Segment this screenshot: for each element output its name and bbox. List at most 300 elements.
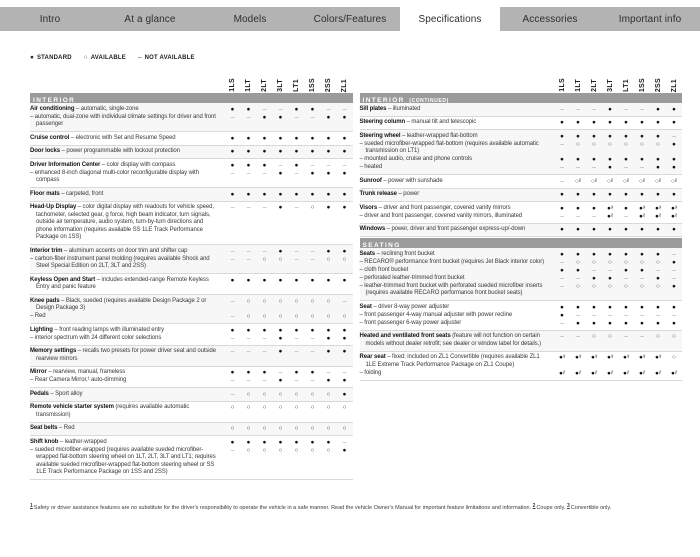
feature-text	[360, 312, 555, 320]
availability-cell: ●	[310, 148, 315, 155]
availability-cell: ●	[560, 226, 564, 233]
availability-cell: –	[230, 297, 235, 305]
feature-text	[360, 141, 555, 156]
trim-label: 3LT	[606, 79, 614, 92]
spec-row	[30, 439, 353, 447]
availability-cell: ●	[576, 319, 580, 327]
availability-cell: –	[326, 161, 331, 169]
tab-accessories[interactable]: Accessories	[522, 13, 578, 25]
spec-row	[360, 178, 683, 186]
legend-item	[30, 55, 72, 61]
availability-cell: –	[246, 255, 251, 263]
availability-cell: ●	[246, 276, 251, 284]
feature-text	[30, 204, 225, 242]
availability-cell: ●	[294, 161, 299, 169]
availability-cell: ○	[246, 313, 251, 320]
feature-group	[30, 402, 353, 423]
availability-cell: –	[342, 161, 347, 169]
section-title-suffix: (CONTINUED)	[409, 98, 449, 104]
availability-cell: ○	[608, 282, 612, 290]
availability-cell: –	[576, 105, 580, 113]
availability-cell: –	[656, 266, 660, 274]
availability-cell: ●	[592, 319, 596, 327]
availability-cell: ●	[246, 105, 251, 113]
availability-cell: ○	[246, 446, 251, 454]
availability-cell: ○	[342, 404, 347, 411]
feature-name: Floor mats	[30, 190, 60, 197]
trim-label: LT1	[622, 79, 630, 92]
availability-cell: ○	[640, 258, 644, 266]
feature-group	[360, 224, 683, 238]
availability-cell: ●	[608, 319, 612, 327]
feature-text	[30, 348, 225, 363]
availability-cell: –	[560, 140, 564, 148]
feature-name: Seat	[359, 303, 372, 310]
availability-cell: ●	[656, 164, 660, 171]
feature-name: Knee pads	[30, 297, 60, 304]
availability-cell: ●	[624, 303, 628, 311]
feature-text	[360, 156, 555, 164]
legend-label: NOT AVAILABLE	[144, 55, 195, 61]
feature-text	[30, 170, 225, 185]
availability-cell: ●²	[638, 369, 646, 377]
spec-row	[30, 369, 353, 377]
feature-desc: – carbon-fiber instrument panel molding (requires available Shock and Steel Special Edition on 2LT, 3LT and 2SS)	[30, 255, 210, 269]
trim-label: 3LT	[277, 79, 284, 92]
availability-cell: ●	[640, 191, 644, 198]
availability-cell: ○	[592, 333, 596, 340]
availability-cell: ○	[342, 425, 347, 432]
availability-cell: ○	[608, 333, 612, 340]
availability-cell: ●	[246, 326, 251, 334]
trim-column-3lt	[273, 79, 289, 92]
availability-cell: –	[560, 212, 564, 220]
feature-desc: – driver and front passenger, covered vanity mirrors, illuminated	[359, 212, 523, 219]
feature-name: Seats	[359, 250, 376, 257]
availability-cell: ●	[342, 276, 347, 284]
feature-desc: – leather-trimmed front bucket with perforated sueded microfiber inserts (requires available RECARO performance front bucket seats)	[359, 282, 543, 296]
trim-label: 2SS	[325, 77, 332, 92]
availability-cell: ●	[672, 119, 676, 126]
feature-group	[360, 331, 683, 352]
availability-cell: ●³	[654, 354, 662, 361]
spec-row	[30, 298, 353, 313]
feature-name: Mirror	[30, 369, 47, 375]
feature-desc: – rearview, manual, frameless	[46, 369, 126, 375]
availability-cell: ●	[608, 226, 612, 233]
availability-cell: ●	[672, 156, 676, 163]
availability-cell: –	[592, 311, 596, 319]
availability-cell: ●	[278, 190, 283, 198]
availability-cell: ●³	[558, 354, 566, 361]
availability-cell: ●	[326, 169, 331, 177]
availability-cell: ●	[640, 226, 644, 233]
availability-cell: ●²	[654, 212, 662, 220]
feature-name: Head-Up Display	[30, 204, 77, 210]
availability-cell: ○	[246, 297, 251, 305]
feature-text	[30, 106, 225, 114]
availability-cell: ●	[608, 274, 612, 282]
availability-cell: –	[262, 334, 267, 342]
trim-column-lt1	[289, 79, 305, 92]
availability-cell: ●	[608, 132, 612, 140]
availability-cell: –	[576, 164, 580, 171]
availability-cell: ●	[656, 132, 660, 140]
availability-cell: ●	[294, 438, 299, 446]
availability-cell: ●	[278, 377, 283, 384]
availability-cell: ●	[656, 319, 660, 327]
availability-cell: –	[294, 377, 299, 384]
feature-desc: – automatic, single-zone	[74, 105, 139, 112]
feature-desc: – carpeted, front	[59, 190, 104, 197]
availability-cell: ●²	[558, 369, 566, 377]
availability-cell: ●	[310, 105, 315, 113]
availability-cell: ○	[278, 390, 283, 398]
trim-label: LT1	[293, 79, 300, 92]
spec-row	[30, 425, 353, 433]
availability-cell: –	[342, 438, 347, 446]
availability-cell: –	[560, 282, 564, 290]
availability-cell: ●	[672, 258, 676, 266]
availability-cell: –	[560, 258, 564, 266]
spec-row	[360, 226, 683, 234]
spec-row	[30, 204, 353, 242]
availability-cell: ●	[294, 190, 299, 198]
section-title: INTERIOR	[362, 97, 405, 104]
availability-cell: ○	[262, 446, 267, 454]
tab-intro[interactable]: Intro	[39, 13, 61, 25]
feature-text	[360, 205, 555, 213]
trim-column-1lt	[570, 79, 586, 92]
feature-desc: – Rear Camera Mirror,¹ auto-dimming	[30, 377, 127, 383]
availability-cell: ●	[246, 134, 251, 142]
feature-desc: – sueded microfiber-wrapped flat-bottom (requires available automatic transmission on LT1)	[359, 140, 539, 154]
availability-cell: ●³	[670, 204, 678, 212]
trim-label: 2SS	[654, 77, 662, 92]
availability-cell: ○	[262, 404, 267, 411]
feature-group	[30, 346, 353, 367]
availability-cell: ○	[326, 297, 331, 305]
tab-colors-features[interactable]: Colors/Features	[313, 13, 387, 25]
availability-cell: –	[624, 212, 628, 220]
spec-row	[30, 327, 353, 335]
availability-cell: –	[342, 369, 347, 376]
availability-cell: ●	[640, 303, 644, 311]
availability-cell: –	[230, 113, 235, 121]
trim-label: ZL1	[341, 78, 348, 92]
availability-cell: ○	[294, 390, 299, 398]
availability-cell: ●	[342, 190, 347, 198]
feature-desc: – front reading lamps with illuminated entry	[52, 326, 165, 333]
availability-cell: ○	[246, 425, 251, 432]
spec-row	[30, 114, 353, 129]
availability-cell: ●	[326, 276, 331, 284]
availability-cell: ●²	[670, 212, 678, 220]
feature-desc: – aluminum accents on door trim and shifter cap	[62, 247, 188, 254]
availability-cell: –	[342, 105, 347, 113]
feature-desc: – power with sunshade	[381, 177, 443, 184]
tab-important-info[interactable]: Important info	[618, 13, 682, 25]
availability-cell: –	[560, 319, 564, 327]
availability-cell: ●	[294, 148, 299, 155]
availability-cell: ●	[624, 266, 628, 274]
feature-desc: – Sport alloy	[48, 390, 83, 397]
availability-cell: ●	[640, 156, 644, 163]
feature-name: Rear seat	[359, 354, 386, 360]
availability-cell: ●	[294, 105, 299, 113]
feature-desc: – automatic, dual-zone with individual climate settings for driver and front passenger	[30, 113, 216, 127]
availability-cell: ○	[278, 425, 283, 432]
availability-cell: ○	[294, 404, 299, 411]
spec-row	[30, 447, 353, 477]
availability-cell: ○	[246, 404, 251, 411]
feature-name: Air conditioning	[30, 105, 75, 112]
availability-cell: –	[592, 164, 596, 171]
trim-column-2lt	[586, 79, 602, 92]
availability-cell: ●	[576, 266, 580, 274]
spec-row	[360, 259, 683, 267]
availability-cell: ●	[608, 105, 612, 113]
availability-cell: ○	[640, 140, 644, 148]
nav-tabs	[0, 0, 700, 31]
availability-cell: ○²	[574, 177, 582, 185]
trim-column-lt1	[618, 79, 634, 92]
feature-text	[30, 248, 225, 256]
availability-cell: ●	[230, 148, 235, 155]
availability-cell: ●	[624, 191, 628, 198]
availability-cell: ○	[672, 354, 676, 361]
availability-cell: ●	[294, 369, 299, 376]
trim-label: 1LS	[229, 78, 236, 92]
availability-cell: –	[262, 247, 267, 255]
availability-cell: ●²	[638, 212, 646, 220]
availability-cell: ○²	[638, 177, 646, 185]
availability-cell: ●	[576, 191, 580, 198]
availability-cell: –	[640, 311, 644, 319]
spec-row	[360, 312, 683, 320]
availability-cell: ○	[310, 390, 315, 398]
availability-cell: ●	[326, 190, 331, 198]
availability-cell: ●	[230, 276, 235, 284]
feature-text	[360, 275, 555, 283]
spec-row	[360, 267, 683, 275]
availability-cell: ●	[640, 266, 644, 274]
feature-group	[30, 146, 353, 160]
feature-name: Lighting	[30, 326, 53, 333]
trim-column-zl1	[666, 79, 682, 92]
spec-row	[360, 320, 683, 328]
feature-group	[30, 245, 353, 274]
availability-cell: ●	[576, 250, 580, 258]
feature-name: Visors	[359, 204, 378, 211]
spec-row	[360, 354, 683, 369]
feature-desc: – fixed; included on ZL1 Convertible (requires available ZL1 1LE Extreme Track Performance Package on ZL1 Coupe)	[365, 354, 540, 368]
availability-cell: –	[640, 105, 644, 113]
availability-cell: ●	[592, 191, 596, 198]
availability-cell: –	[246, 377, 251, 384]
availability-cell: ●	[342, 204, 347, 211]
availability-cell: ●	[278, 348, 283, 355]
feature-name: Pedals	[30, 390, 49, 397]
feature-desc: (requires available automatic transmission)	[36, 404, 190, 418]
availability-cell: –	[560, 164, 564, 171]
availability-cell: ●	[576, 204, 580, 212]
section-header	[360, 238, 683, 248]
spec-column-right	[360, 67, 683, 381]
spec-row	[360, 191, 683, 199]
availability-cell: –	[560, 274, 564, 282]
availability-cell: ●	[560, 311, 564, 319]
tab-specifications[interactable]: Specifications	[400, 0, 500, 31]
trim-label: 1SS	[309, 77, 316, 92]
availability-cell: –	[640, 164, 644, 171]
footnote-sup: 3	[566, 503, 570, 509]
feature-text	[360, 304, 555, 312]
availability-cell: ○	[294, 313, 299, 320]
feature-text	[360, 370, 555, 378]
availability-cell: ○	[592, 258, 596, 266]
availability-cell: ○²	[654, 177, 662, 185]
feature-text	[360, 333, 555, 348]
availability-cell: ○²	[670, 177, 678, 185]
availability-cell: ●	[310, 326, 315, 334]
section-title: SEATING	[362, 242, 401, 249]
legend-symbol-icon: ○	[83, 54, 88, 61]
availability-cell: ○	[342, 313, 347, 320]
availability-cell: ●	[560, 156, 564, 163]
feature-desc: – electronic with Set and Resume Speed	[69, 134, 176, 141]
feature-group	[30, 202, 353, 246]
feature-name: Cruise control	[30, 134, 70, 141]
trim-column-2ss	[650, 78, 666, 92]
availability-cell: ○	[310, 404, 315, 411]
availability-cell: –	[230, 313, 235, 320]
spec-row	[360, 251, 683, 259]
feature-text	[360, 320, 555, 328]
tab-at-a-glance[interactable]: At a glance	[124, 13, 176, 25]
availability-cell: ●	[326, 377, 331, 384]
availability-cell: –	[592, 212, 596, 220]
availability-cell: ●	[624, 132, 628, 140]
availability-cell: –	[672, 266, 676, 274]
spec-row	[360, 106, 683, 114]
availability-cell: –	[246, 169, 251, 177]
tab-models[interactable]: Models	[233, 13, 267, 25]
feature-text	[360, 164, 555, 172]
feature-desc: – mounted audio, cruise and phone controls	[359, 156, 473, 162]
feature-text	[30, 135, 225, 143]
availability-cell: ●	[608, 250, 612, 258]
trim-label: 1SS	[638, 77, 646, 92]
availability-cell: –	[230, 348, 235, 355]
feature-text	[360, 178, 555, 186]
availability-cell: ●	[672, 226, 676, 233]
availability-cell: ●²	[670, 369, 678, 377]
spec-row	[30, 248, 353, 256]
feature-group	[360, 117, 683, 131]
spec-row	[30, 170, 353, 185]
availability-cell: ○	[262, 297, 267, 305]
footnote-text: Convertible only.	[570, 505, 612, 511]
availability-cell: –	[246, 334, 251, 342]
feature-desc: – front passenger 6-way power adjuster	[359, 319, 462, 326]
legend-item	[138, 55, 195, 61]
availability-cell: ○	[640, 282, 644, 290]
availability-cell: –	[262, 204, 267, 211]
feature-text	[360, 119, 555, 127]
availability-cell: ●²	[606, 212, 614, 220]
availability-cell: –	[262, 105, 267, 113]
availability-cell: ●²	[622, 369, 630, 377]
feature-desc: – power programmable with lockout protection	[60, 148, 180, 154]
availability-cell: ●	[560, 303, 564, 311]
availability-cell: –	[342, 297, 347, 305]
availability-cell: ●	[294, 276, 299, 284]
availability-cell: ○	[262, 390, 267, 398]
availability-cell: –	[672, 132, 676, 140]
availability-cell: ○	[672, 333, 676, 340]
availability-cell: ●	[262, 190, 267, 198]
availability-cell: –	[310, 161, 315, 169]
footnote-sup: 2	[532, 503, 536, 509]
spec-row	[360, 119, 683, 127]
availability-cell: ●	[342, 169, 347, 177]
feature-group	[360, 202, 683, 224]
availability-cell: ●	[230, 369, 235, 376]
feature-desc: – leather-wrapped	[58, 438, 107, 445]
feature-group	[360, 248, 683, 301]
availability-cell: ○	[278, 255, 283, 263]
spec-row	[360, 205, 683, 213]
availability-cell: ●	[278, 113, 283, 121]
availability-cell: –	[326, 369, 331, 376]
feature-text	[30, 404, 225, 419]
availability-cell: ●	[342, 113, 347, 121]
spec-row	[30, 191, 353, 199]
availability-cell: ●	[560, 119, 564, 126]
availability-cell: ●	[640, 132, 644, 140]
availability-cell: ●	[592, 119, 596, 126]
feature-group	[30, 274, 353, 295]
availability-cell: ●	[592, 156, 596, 163]
availability-cell: –	[294, 169, 299, 177]
availability-cell: ●	[560, 266, 564, 274]
spec-row	[360, 164, 683, 172]
feature-desc: – power, driver and front passenger express-up/-down	[385, 226, 526, 232]
availability-cell: –	[246, 113, 251, 121]
availability-cell: ●	[592, 274, 596, 282]
availability-cell: ○	[326, 446, 331, 454]
availability-cell: ○	[246, 390, 251, 398]
feature-name: Keyless Open and Start	[30, 276, 96, 283]
availability-cell: –	[656, 311, 660, 319]
spec-row	[360, 370, 683, 378]
feature-text	[30, 277, 225, 292]
availability-cell: ●	[672, 140, 676, 148]
availability-cell: ●	[262, 276, 267, 284]
trim-label: 1LS	[558, 78, 566, 92]
availability-cell: ●	[262, 148, 267, 155]
feature-text	[30, 391, 225, 399]
availability-cell: –	[262, 169, 267, 177]
availability-cell: –	[278, 105, 283, 113]
availability-cell: ●	[278, 148, 283, 155]
availability-cell: ●	[278, 204, 283, 211]
legend-symbol-icon: –	[137, 54, 142, 61]
spec-row	[360, 213, 683, 221]
availability-cell: ○	[326, 255, 331, 263]
availability-cell: ●	[560, 132, 564, 140]
